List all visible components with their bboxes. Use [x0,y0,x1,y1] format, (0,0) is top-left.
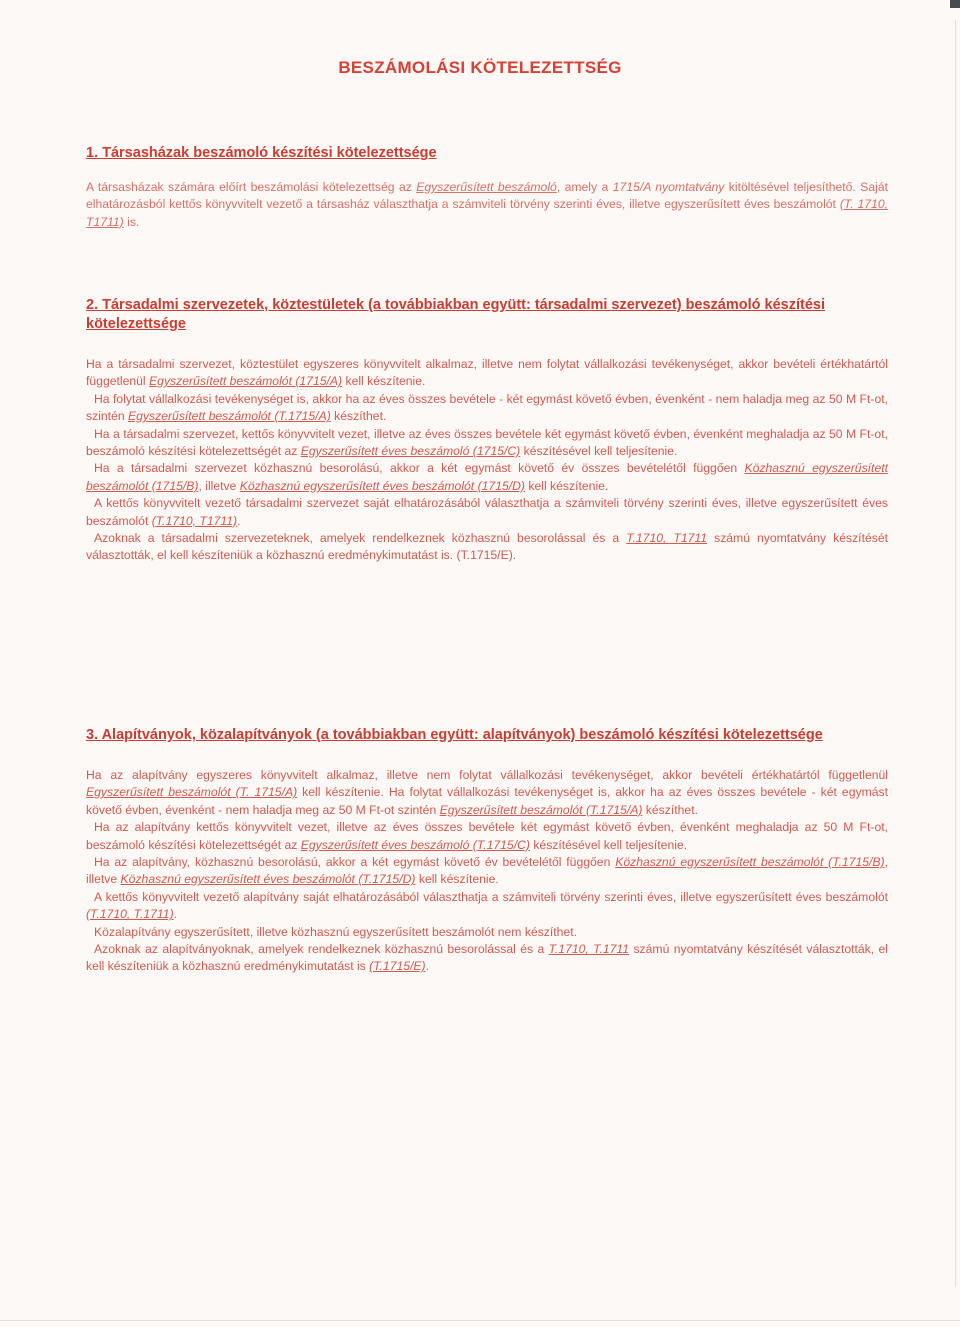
text-run: kell készítenie. [525,478,609,493]
paragraph [86,941,888,976]
form-reference: (T.1715/E) [369,959,426,974]
form-reference: Közhasznú egyszerűsített éves beszámolót (T.1715/D) [120,872,416,887]
section-heading: 2. Társadalmi szervezetek, köztestületek (a továbbiakban együtt: társadalmi szervezet) beszámoló készítési kötelezettsége [86,297,825,332]
form-reference: Közhasznú egyszerűsített éves beszámolót (1715/D) [239,478,525,493]
paragraph [86,889,888,924]
paragraph [86,819,888,854]
paragraph [86,179,888,231]
text-run: . [425,959,430,974]
text-run: számú nyomtatvány készítését választották, el kell készíteniük a közhasznú eredménykimutatást is. (T.1715/E). [86,531,888,563]
paragraph [86,426,888,461]
text-run: , illetve [198,478,240,493]
text-run: Ha az alapítvány, közhasznú besorolású, akkor a két egymást követő év bevételétől függően [94,855,616,870]
form-reference: (T.1710, T.1711) [86,907,174,922]
text-run: készítésével kell teljesítenie. [529,837,688,852]
scan-edge-right [955,20,956,1287]
text-run: Közalapítvány egyszerűsített, illetve közhasznú egyszerűsített beszámolót nem készíthet. [94,924,578,939]
text-run: Ha az alapítvány kettős könyvvitelt vezet, illetve az éves összes bevétele két egymást követő évben, évenként meghaladja az 50 M Ft-ot, beszámoló készítési kötelezettségét az [86,820,888,852]
text-run: kell készítenie. Ha folytat vállalkozási tevékenységet is, akkor ha az éves összes bevétele - két egymást követő évben, évenként - nem haladja meg az 50 M Ft-ot szintén [86,785,888,817]
text-run: A kettős könyvvitelt vezető társadalmi szervezet saját elhatározásából választhatja a számviteli törvény szerinti éves, illetve egyszerűsített éves beszámolót [86,496,888,528]
scan-corner-mark [950,0,960,8]
text-run: . [173,907,178,922]
text-run: , illetve [86,855,889,887]
text-run: Ha az alapítvány egyszeres könyvvitelt alkalmaz, illetve nem folytat vállalkozási tevékenységet, akkor bevételi értékhatártól függetlenül [86,768,888,782]
form-reference: Egyszerűsített beszámoló [416,180,557,194]
text-run: Azoknak az alapítványoknak, amelyek rendelkeznek közhasznú besorolással és a [94,942,549,957]
text-run: számú nyomtatvány készítését választották, el kell készíteniük a közhasznú eredménykimutatást is [86,942,889,974]
text-run: A társasházak számára előírt beszámolási kötelezettség az [86,180,417,194]
form-reference: T.1710, T.1711 [548,942,630,957]
section-2 [86,296,888,565]
section-heading: 1. Társasházak beszámoló készítési kötelezettsége [86,145,437,161]
text-run: kell készítenie. [415,872,499,887]
paragraph [86,460,888,495]
text-run: A kettős könyvvitelt vezető alapítvány saját elhatározásából választhatja a számviteli törvény szerinti éves, illetve egyszerűsített éves beszámolót [94,889,888,904]
form-reference: Egyszerűsített beszámolót (T.1715/A) [439,802,643,817]
form-reference: (T.1710, T1711) [151,513,238,528]
form-reference: Közhasznú egyszerűsített beszámolót (T.1715/B) [615,855,885,870]
scan-edge-bottom [0,1320,960,1321]
form-reference: T.1710, T1711 [626,531,708,546]
paragraph [86,924,888,941]
form-reference: Egyszerűsített éves beszámoló (T.1715/C) [300,837,530,852]
text-run: készíthet. [642,802,698,817]
text-run: kell készítenie. [342,374,426,389]
paragraph [86,356,888,391]
text-run: készítésével kell teljesítenie. [520,444,678,459]
text-run: Ha a társadalmi szervezet, köztestület egyszeres könyvvitelt alkalmaz, illetve nem folytat vállalkozási tevékenységet, akkor bevételi értékhatártól függetlenül [86,357,888,389]
form-reference: (T. 1710, T1711) [86,197,888,229]
section-body [86,179,888,231]
text-run: Ha folytat vállalkozási tevékenységet is, akkor ha az éves összes bevétele - két egymást követő évben, évenként - nem haladja meg az 50 M Ft-ot, szintén [86,391,888,424]
form-name: 1715/A nyomtatvány [612,180,725,194]
text-run: kitöltésével teljesíthető. Saját elhatározásból kettős könyvvitelt vezető a társasház választhatja a számviteli törvény szerinti éves, illetve egyszerűsített éves beszámolót [86,180,888,212]
text-run: Ha a társadalmi szervezet közhasznú besorolású, akkor a két egymást követő év összes bevételétől függően [94,461,745,476]
paragraph [86,391,888,426]
section-body [86,767,888,976]
form-reference: Egyszerűsített éves beszámoló (1715/C) [300,444,521,459]
text-run: . [237,513,241,528]
text-run: , amely a [556,180,613,194]
section-heading: 3. Alapítványok, közalapítványok (a továbbiakban együtt: alapítványok) beszámoló készítési kötelezettsége [86,727,823,743]
paragraph [86,767,888,819]
section-1 [86,144,888,231]
form-reference: Egyszerűsített beszámolót (T.1715/A) [128,409,331,424]
form-reference: Egyszerűsített beszámolót (T. 1715/A) [86,785,298,800]
section-3 [86,726,888,976]
section-body [86,356,888,565]
document-title: BESZÁMOLÁSI KÖTELEZETTSÉG [338,58,622,77]
text-run: is. [123,214,140,229]
form-reference: Egyszerűsített beszámolót (1715/A) [149,374,343,389]
text-run: Azoknak a társadalmi szervezeteknek, amelyek rendelkeznek közhasznú besorolással és a [94,531,627,546]
form-reference: Közhasznú egyszerűsített beszámolót (1715/B) [86,461,888,493]
text-run: készíthet. [330,409,387,424]
paragraph [86,495,888,530]
paragraph [86,854,888,889]
text-run: Ha a társadalmi szervezet, kettős könyvvitelt vezet, illetve az éves összes bevétele két egymást követő évben, évenként meghaladja az 50 M Ft-ot, beszámoló készítési kötelezettségét az [86,426,888,459]
paragraph [86,530,888,565]
